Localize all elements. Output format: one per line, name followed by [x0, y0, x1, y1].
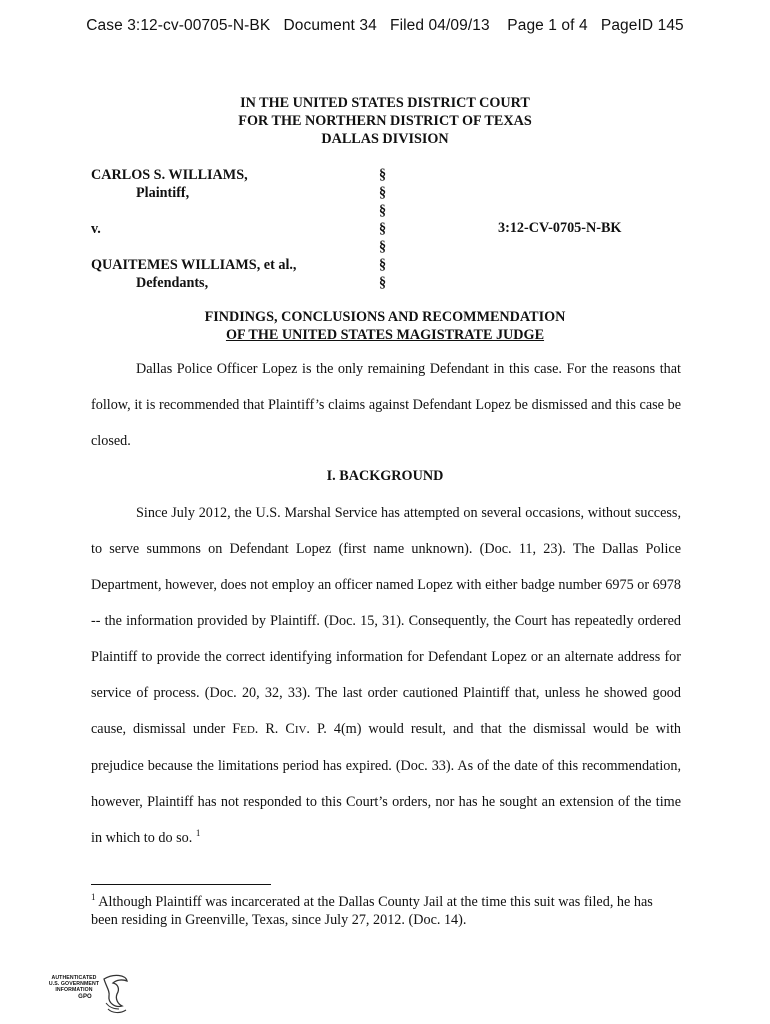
footnote-reference[interactable]: 1 — [195, 828, 201, 838]
rule-fed-initial: F — [232, 721, 241, 737]
seal-line-3: INFORMATION — [55, 987, 93, 993]
page-header: Case 3:12-cv-00705-N-BK Document 34 Filed 04/09/13 Page 1 of 4 PageID 145 — [86, 17, 684, 34]
versus: v. — [91, 221, 101, 237]
section-heading: I. BACKGROUND — [326, 468, 444, 484]
background-text-1: Since July 2012, the U.S. Marshal Service has attempted on several occasions, without success, to serve summons on Defendant Lopez (first name unknown). (Doc. 11, 23). The Dallas Police Department, however, does not employ an officer named Lopez with either badge number 6975 or 6978 -- the information provided by Plaintiff. (Doc. 15, 31). Consequently, the Court has repeatedly ordered Plaintiff to provide the correct identifying information for Defendant Lopez or an alternate address for service of process. (Doc. 20, 32, 33). The last order cautioned Plaintiff that, unless he showed good cause, dismissal under — [91, 505, 681, 737]
document-title — [0, 308, 770, 344]
plaintiff-role: Plaintiff, — [136, 185, 190, 201]
seal-line-1: AUTHENTICATED — [51, 975, 97, 981]
case-number: 3:12-CV-0705-N-BK — [498, 220, 622, 236]
court-line-2: FOR THE NORTHERN DISTRICT OF TEXAS — [238, 113, 532, 129]
section-mark: § — [379, 167, 387, 183]
footnote-number: 1 — [91, 892, 96, 902]
section-mark: § — [379, 203, 387, 219]
footnote-divider — [91, 884, 271, 885]
title-line-1: FINDINGS, CONCLUSIONS AND RECOMMENDATION — [204, 309, 566, 325]
rule-r-civ-initial: . R. C — [254, 721, 295, 737]
background-paragraph-block — [91, 495, 681, 856]
plaintiff-name: CARLOS S. WILLIAMS, — [91, 167, 248, 183]
footnote-text: Although Plaintiff was incarcerated at the Dallas County Jail at the time this suit was filed, he has been residing in Greenville, Texas, since July 27, 2012. (Doc. 14). — [91, 894, 653, 928]
section-mark: § — [379, 275, 387, 291]
gpo-authentication-seal — [44, 973, 136, 1017]
court-line-1: IN THE UNITED STATES DISTRICT COURT — [240, 95, 530, 111]
case-caption-parties — [91, 166, 296, 292]
background-text-2: . P. 4(m) would result, and that the dismissal would be with prejudice because the limitations period has expired. (Doc. 33). As of the date of this recommendation, however, Plaintiff has not responded to this Court’s orders, nor has he sought an extension of the time in which to do so. — [91, 721, 682, 846]
rule-civ-smallcaps: IV — [294, 724, 307, 736]
intro-paragraph-block — [91, 351, 681, 459]
eagle-icon — [100, 973, 130, 1015]
section-mark: § — [379, 185, 387, 201]
seal-line-2: U.S. GOVERNMENT — [48, 981, 100, 987]
section-mark: § — [379, 221, 387, 237]
section-mark: § — [379, 239, 387, 255]
title-line-2: OF THE UNITED STATES MAGISTRATE JUDGE — [225, 327, 545, 343]
seal-line-4: GPO — [78, 994, 92, 1000]
section-mark: § — [379, 257, 387, 273]
court-heading — [0, 94, 770, 148]
intro-paragraph: Dallas Police Officer Lopez is the only remaining Defendant in this case. For the reasons that follow, it is recommended that Plaintiff’s claims against Defendant Lopez be dismissed and this case be closed. — [91, 361, 681, 449]
rule-fed-smallcaps: ED — [240, 724, 255, 736]
court-line-3: DALLAS DIVISION — [321, 131, 449, 147]
section-marks-column — [379, 166, 386, 292]
defendant-name: QUAITEMES WILLIAMS, et al., — [91, 257, 297, 273]
footnote — [91, 893, 681, 929]
defendant-role: Defendants, — [136, 275, 209, 291]
background-paragraph — [91, 495, 681, 856]
